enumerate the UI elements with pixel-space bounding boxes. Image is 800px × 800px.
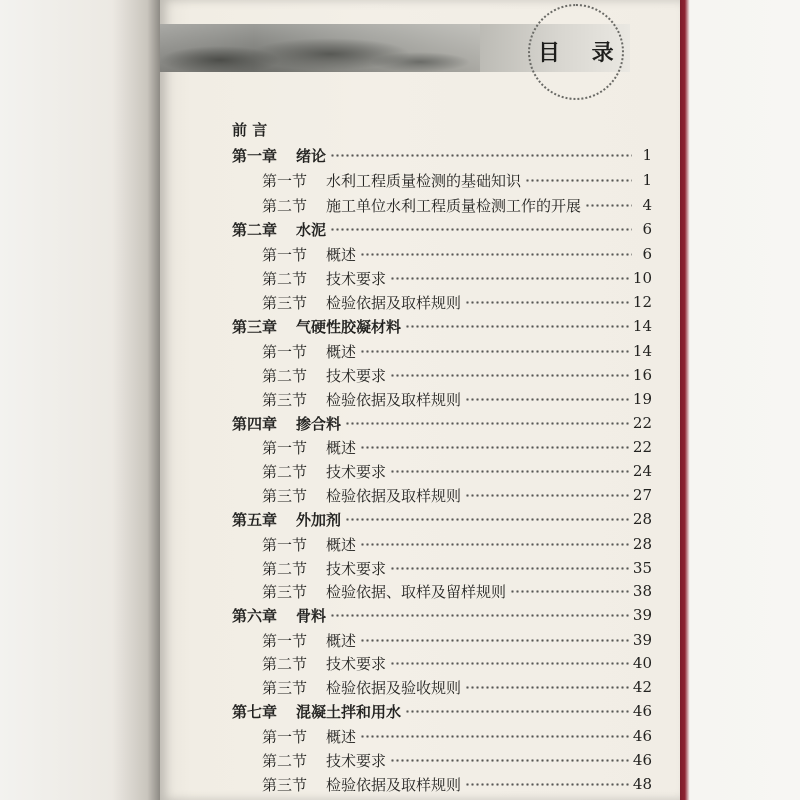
toc-dot-leader xyxy=(345,417,629,429)
toc-dot-leader xyxy=(360,538,629,550)
toc-dot-leader xyxy=(330,223,632,235)
toc-entry-number: 第一节 xyxy=(262,171,308,190)
toc-entry-number: 第五章 xyxy=(232,510,278,529)
toc-section-entry xyxy=(262,556,652,580)
toc-section-entry xyxy=(262,168,652,192)
toc-section-entry xyxy=(262,579,652,603)
toc-entry-number: 第二节 xyxy=(262,654,308,673)
toc-entry-title: 概述 xyxy=(326,535,357,554)
toc-page-number: 14 xyxy=(632,317,652,335)
toc-page-number: 35 xyxy=(632,559,652,577)
toc-entry-title: 施工单位水利工程质量检测工作的开展 xyxy=(326,196,582,215)
toc-entry-number: 第三章 xyxy=(232,317,278,336)
toc-entry-title: 技术要求 xyxy=(326,654,387,673)
toc-page-number: 1 xyxy=(642,171,652,189)
toc-dot-leader xyxy=(585,199,632,211)
toc-dot-leader xyxy=(360,441,629,453)
toc-entry-title: 水泥 xyxy=(296,220,327,239)
toc-entry-number: 第一章 xyxy=(232,146,278,165)
toc-entry-title: 概述 xyxy=(326,245,357,264)
toc-page-number: 48 xyxy=(632,775,652,793)
toc-section-entry xyxy=(262,435,652,459)
toc-page-number: 14 xyxy=(632,342,652,360)
toc-page-number: 42 xyxy=(632,678,652,696)
toc-page-number: 46 xyxy=(632,727,652,745)
toc-page-number: 46 xyxy=(632,702,652,720)
toc-entry-title: 混凝土拌和用水 xyxy=(296,702,402,721)
toc-section-entry xyxy=(262,339,652,363)
toc-chapter-entry xyxy=(232,507,652,531)
toc-entry-title: 骨料 xyxy=(296,606,327,625)
toc-entry-number: 第三节 xyxy=(262,775,308,794)
toc-page-number: 6 xyxy=(642,220,652,238)
toc-entry-number: 第二节 xyxy=(262,751,308,770)
toc-entry-number: 第二节 xyxy=(262,196,308,215)
toc-entry-title: 技术要求 xyxy=(326,269,387,288)
facing-page-edge xyxy=(0,0,160,800)
toc-entry-title: 技术要求 xyxy=(326,751,387,770)
toc-section-entry xyxy=(262,387,652,411)
toc-dot-leader xyxy=(360,248,632,260)
toc-dot-leader xyxy=(360,730,629,742)
toc-entry-title: 检验依据及取样规则 xyxy=(326,486,462,505)
toc-dot-leader xyxy=(390,465,629,477)
page-title: 目 录 xyxy=(538,40,626,66)
toc-section-entry xyxy=(262,193,652,217)
toc-dot-leader xyxy=(345,513,629,525)
toc-entry-title: 检验依据及取样规则 xyxy=(326,293,462,312)
toc-page-number: 28 xyxy=(632,535,652,553)
book-cover-edge xyxy=(680,0,800,800)
toc-page-number: 22 xyxy=(632,438,652,456)
toc-page-number: 16 xyxy=(632,366,652,384)
toc-dot-leader xyxy=(330,609,629,621)
toc-entry-number: 第一节 xyxy=(262,342,308,361)
toc-chapter-entry xyxy=(232,314,652,338)
toc-page-number: 22 xyxy=(632,414,652,432)
toc-dot-leader xyxy=(405,705,629,717)
toc-entry-number: 第三节 xyxy=(262,293,308,312)
toc-entry-title: 检验依据及取样规则 xyxy=(326,390,462,409)
toc-entry-number: 第一节 xyxy=(262,727,308,746)
toc-page-number: 6 xyxy=(642,245,652,263)
toc-page-number: 28 xyxy=(632,510,652,528)
toc-page-number: 19 xyxy=(632,390,652,408)
toc-entry-number: 第二节 xyxy=(262,366,308,385)
toc-entry-number: 第一节 xyxy=(262,535,308,554)
toc-dot-leader xyxy=(405,320,629,332)
toc-dot-leader xyxy=(360,345,629,357)
toc-dot-leader xyxy=(390,562,629,574)
toc-entry-title: 气硬性胶凝材料 xyxy=(296,317,402,336)
toc-entry-title: 检验依据、取样及留样规则 xyxy=(326,582,507,601)
toc-entry-title: 概述 xyxy=(326,727,357,746)
toc-entry-number: 第三节 xyxy=(262,486,308,505)
toc-entry-number: 第一节 xyxy=(262,245,308,264)
toc-dot-leader xyxy=(465,778,629,790)
toc-entry-number: 第三节 xyxy=(262,582,308,601)
toc-entry-title: 水利工程质量检测的基础知识 xyxy=(326,171,522,190)
toc-section-entry xyxy=(262,651,652,675)
toc-page-number: 12 xyxy=(632,293,652,311)
toc-section-entry xyxy=(262,724,652,748)
toc-entry-title: 绪论 xyxy=(296,146,327,165)
toc-entry-title: 概述 xyxy=(326,342,357,361)
toc-section-entry xyxy=(262,772,652,796)
toc-entry-number: 第三节 xyxy=(262,678,308,697)
toc-chapter-entry xyxy=(232,699,652,723)
toc-entry-number: 第二节 xyxy=(262,269,308,288)
toc-dot-leader xyxy=(465,393,629,405)
toc-section-entry xyxy=(262,290,652,314)
toc-page-number: 38 xyxy=(632,582,652,600)
toc-chapter-entry xyxy=(232,411,652,435)
toc-entry-number: 第七章 xyxy=(232,702,278,721)
toc-page-number: 27 xyxy=(632,486,652,504)
toc-entry-number: 第一节 xyxy=(262,438,308,457)
toc-entry-title: 检验依据及验收规则 xyxy=(326,678,462,697)
toc-dot-leader xyxy=(390,754,629,766)
toc-section-entry xyxy=(262,748,652,772)
toc-entry-number: 第二节 xyxy=(262,462,308,481)
toc-chapter-entry xyxy=(232,143,652,167)
toc-entry-title: 检验依据及取样规则 xyxy=(326,775,462,794)
toc-page-number: 39 xyxy=(632,606,652,624)
toc-entry-number: 第三节 xyxy=(262,390,308,409)
toc-dot-leader xyxy=(510,585,629,597)
toc-section-entry xyxy=(262,459,652,483)
toc-dot-leader xyxy=(465,489,629,501)
toc-entry-number: 第二章 xyxy=(232,220,278,239)
toc-entry-number: 第六章 xyxy=(232,606,278,625)
toc-section-entry xyxy=(262,363,652,387)
toc-entry-title: 概述 xyxy=(326,631,357,650)
toc-entry-title: 技术要求 xyxy=(326,462,387,481)
toc-dot-leader xyxy=(390,272,629,284)
toc-section-entry xyxy=(262,532,652,556)
toc-section-entry xyxy=(262,628,652,652)
toc-dot-leader xyxy=(525,174,632,186)
toc-section-entry xyxy=(262,242,652,266)
toc-entry-title: 掺合料 xyxy=(296,414,342,433)
toc-dot-leader xyxy=(390,369,629,381)
toc-entry-title: 技术要求 xyxy=(326,366,387,385)
header-landscape-image xyxy=(160,24,480,72)
toc-entry-title: 外加剂 xyxy=(296,510,342,529)
toc-page-number: 10 xyxy=(632,269,652,287)
toc-entry-title: 技术要求 xyxy=(326,559,387,578)
toc-entry-number: 前 言 xyxy=(232,120,268,139)
toc-dot-leader xyxy=(465,296,629,308)
toc-page-number: 24 xyxy=(632,462,652,480)
toc-chapter-entry xyxy=(232,603,652,627)
toc-page-number: 39 xyxy=(632,631,652,649)
toc-dot-leader xyxy=(360,634,629,646)
toc-section-entry xyxy=(262,675,652,699)
toc-entry-title: 概述 xyxy=(326,438,357,457)
toc-entry-number: 第二节 xyxy=(262,559,308,578)
toc-section-entry xyxy=(262,483,652,507)
toc-page-number: 1 xyxy=(642,146,652,164)
toc-entry-number: 第四章 xyxy=(232,414,278,433)
toc-dot-leader xyxy=(330,149,632,161)
toc-chapter-entry xyxy=(232,217,652,241)
toc-entry-number: 第一节 xyxy=(262,631,308,650)
toc-dot-leader xyxy=(390,657,629,669)
toc-dot-leader xyxy=(465,681,629,693)
toc-chapter-entry xyxy=(232,117,296,141)
toc-page-number: 46 xyxy=(632,751,652,769)
toc-section-entry xyxy=(262,266,652,290)
toc-page-number: 40 xyxy=(632,654,652,672)
toc-page-number: 4 xyxy=(642,196,652,214)
